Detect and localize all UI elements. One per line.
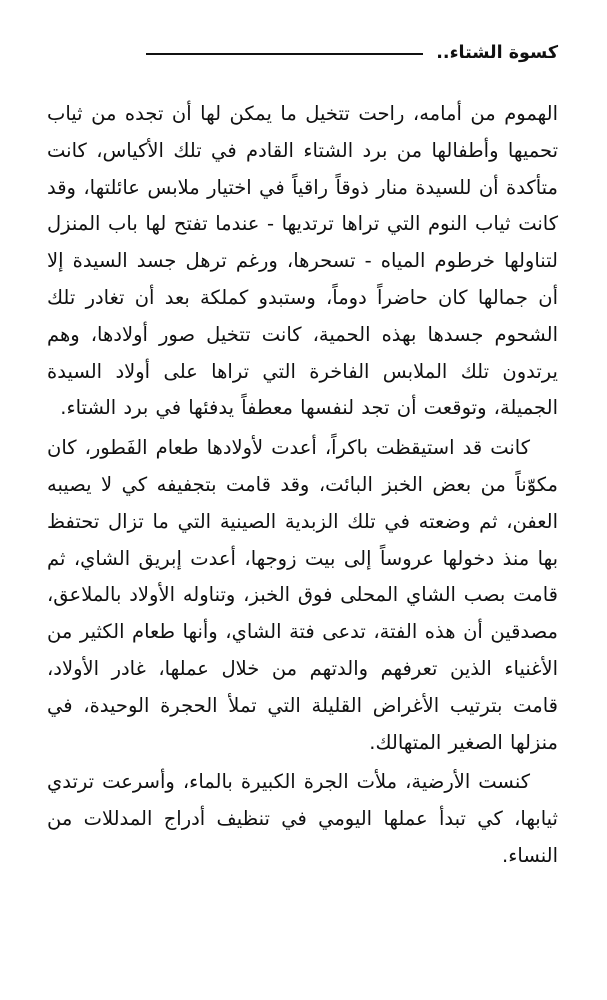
page-body	[47, 96, 558, 878]
paragraph: كانت قد استيقظت باكراً، أعدت لأولادها طعام الفَطور، كان مكوّناً من بعض الخبز البائت، وقد قامت بتجفيفه كي لا يصيبه العفن، ثم وضعته في تلك الزبدية الصينية التي ما تزال تحتفظ بها منذ دخولها عروساً إلى بيت زوجها، أعدت إبريق الشاي، ثم قامت بصب الشاي المحلى فوق الخبز، وتناوله الأولاد بالملاعق، مصدقين أن هذه الفتة، تدعى فتة الشاي، وأنها طعام الكثير من الأغنياء الذين تعرفهم والدتهم من خلال عملها، غادر الأولاد، قامت بترتيب الأغراض القليلة التي تملأ الحجرة الوحيدة، في منزلها الصغير المتهالك.	[47, 436, 558, 754]
paragraph: كنست الأرضية، ملأت الجرة الكبيرة بالماء، وأسرعت ترتدي ثيابها، كي تبدأ عملها اليومي في تنظيف أدراج المدللات من النساء.	[47, 770, 558, 867]
chapter-title: كسوة الشتاء..	[436, 43, 558, 63]
paragraph-continuation: الهموم من أمامه، راحت تتخيل ما يمكن لها أن تجده من ثياب تحميها وأطفالها من برد الشتاء القادم في تلك الأكياس، كانت متأكدة أن للسيدة منار ذوقاً راقياً في اختيار ملابس عائلتها، وقد كانت ثياب النوم التي تراها ترتديها - عندما تفتح لها باب المنزل لتناولها خرطوم المياه - تسحرها، ورغم ترهل جسد السيدة إلا أن جمالها كان حاضراً دوماً، وستبدو كملكة بعد أن تغادر تلك الشحوم جسدها بهذه الحمية، كانت تتخيل صور أولادها، وهم يرتدون تلك الملابس الفاخرة التي تراها على أولاد السيدة الجميلة، وتوقعت أن تجد لنفسها معطفاً يدفئها في برد الشتاء.	[47, 102, 558, 420]
chapter-header	[47, 42, 558, 64]
header-rule-line	[146, 53, 423, 55]
